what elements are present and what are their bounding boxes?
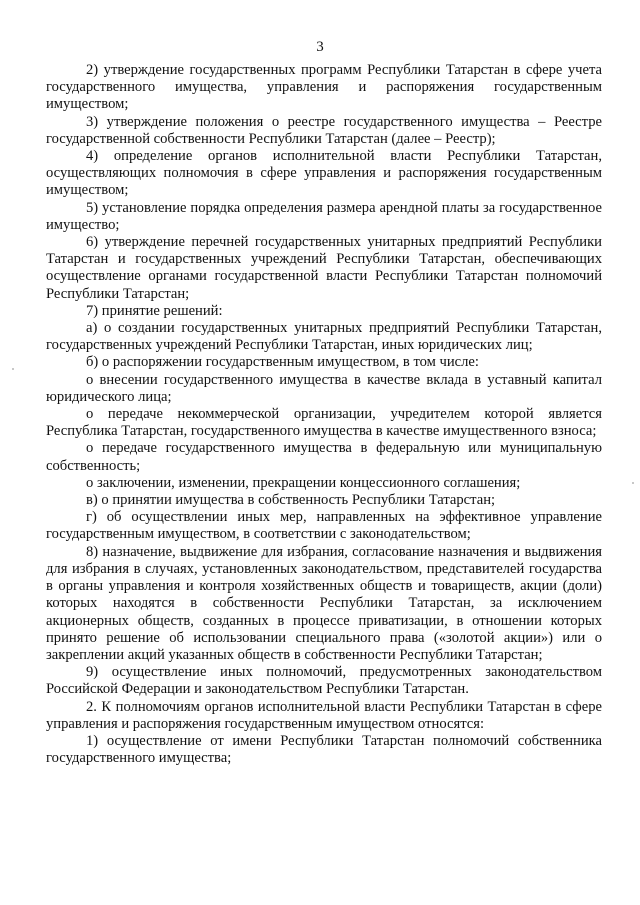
paragraph: 8) назначение, выдвижение для избрания, согласование назначения и выдвижения для избрания в случаях, установленных законодательством, представителей государства в органы управления и контроля хозяйственных обществ и товариществ, акции (доли) которых находятся в собственности Республики Татарстан, за исключением акционерных обществ, созданных в процессе приватизации, в отношении которых принято решение об использовании специального права («золотой акции») или о закреплении акций указанных обществ в собственности Республики Татарстан; [46,543,602,663]
page-number: 3 [316,39,324,55]
paragraph: 9) осуществление иных полномочий, предусмотренных законодательством Российской Федерации и законодательством Республики Татарстан. [46,664,602,698]
paragraph: 7) принятие решений: [86,302,223,319]
paragraph: о внесении государственного имущества в качестве вклада в уставный капитал юридического лица; [46,371,602,405]
paragraph: б) о распоряжении государственным имуществом, в том числе: [86,354,479,371]
scan-speck [632,482,634,484]
paragraph: 4) определение органов исполнительной власти Республики Татарстан, осуществляющих полномочия в сфере управления и распоряжения государственным имуществом; [46,148,602,199]
paragraph: 2) утверждение государственных программ Республики Татарстан в сфере учета государственного имущества, управления и распоряжения государственным имуществом; [46,62,602,113]
paragraph: 2. К полномочиям органов исполнительной власти Республики Татарстан в сфере управления и распоряжения государственным имуществом относятся: [46,698,602,732]
paragraph: в) о принятии имущества в собственность Республики Татарстан; [86,492,496,509]
paragraph: 6) утверждение перечней государственных унитарных предприятий Республики Татарстан и государственных учреждений Республики Татарстан, обеспечивающих осуществление органами государственной власти Республики Татарстан полномочий Республики Татарстан; [46,234,602,302]
paragraph: а) о создании государственных унитарных предприятий Республики Татарстан, государственных учреждений Республики Татарстан, иных юридических лиц; [46,320,602,354]
paragraph: 3) утверждение положения о реестре государственного имущества – Реестре государственной собственности Республики Татарстан (далее – Реестр); [46,113,602,147]
document-body [46,62,602,767]
scan-speck [12,368,14,370]
paragraph: 5) установление порядка определения размера арендной платы за государственное имущество; [46,199,602,233]
paragraph: о заключении, изменении, прекращении концессионного соглашения; [86,474,521,491]
paragraph: 1) осуществление от имени Республики Татарстан полномочий собственника государственного имущества; [46,732,602,767]
paragraph: о передаче государственного имущества в федеральную или муниципальную собственность; [46,440,602,474]
paragraph: о передаче некоммерческой организации, учредителем которой является Республика Татарстан, государственного имущества в качестве имущественного взноса; [46,406,602,440]
paragraph: г) об осуществлении иных мер, направленных на эффективное управление государственным имуществом, в соответствии с законодательством; [46,509,602,543]
